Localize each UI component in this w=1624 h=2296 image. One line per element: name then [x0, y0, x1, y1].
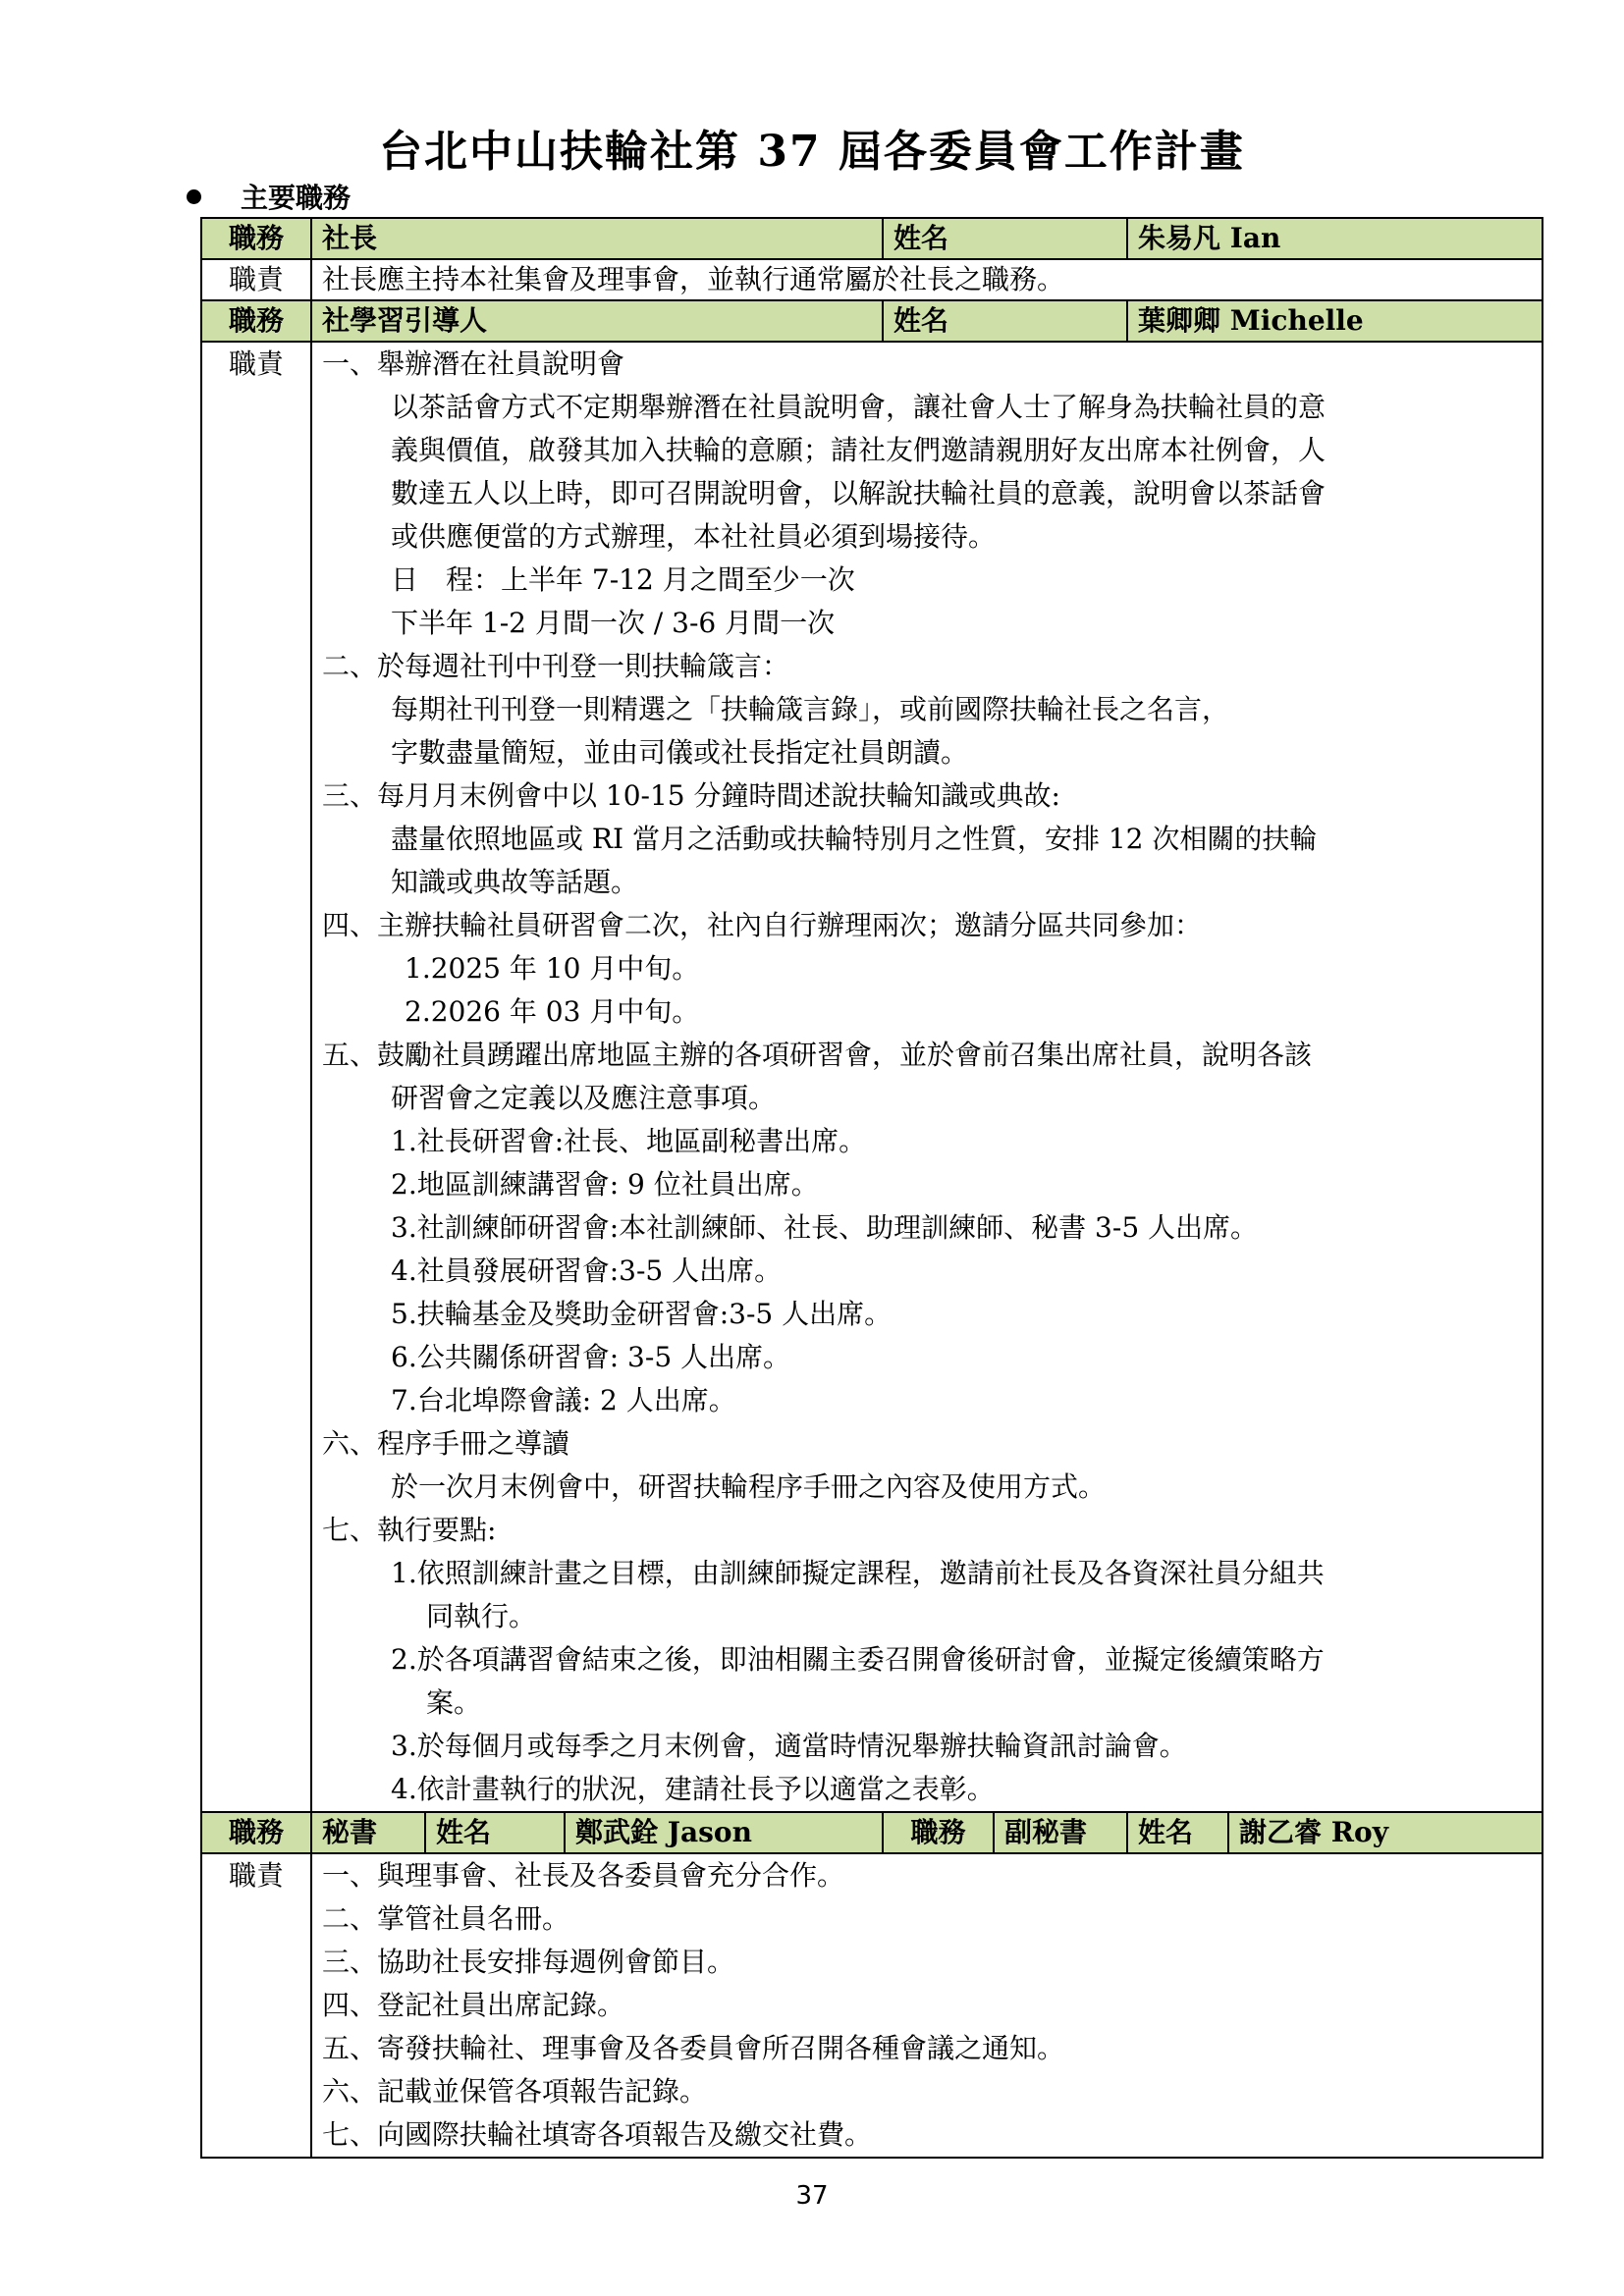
- duty-label: 職責: [201, 259, 311, 300]
- secretary-role: 秘書: [311, 1812, 425, 1853]
- duty-line: 數達五人以上時，即可召開說明會，以解說扶輪社員的意義，說明會以茶話會: [391, 477, 1326, 509]
- duty-line: 2.於各項講習會結束之後，即油相關主委召開會後研討會，並擬定後續策略方: [391, 1643, 1325, 1676]
- duty-line: 1.2025 年 10 月中旬。: [405, 952, 700, 985]
- duty-line: 一、舉辦潛在社員說明會: [322, 347, 625, 380]
- duty-line: 2.2026 年 03 月中旬。: [405, 995, 700, 1028]
- duty-line: 四、登記社員出席記錄。: [322, 1989, 625, 2021]
- president-duty: 社長應主持本社集會及理事會，並執行通常屬於社長之職務。: [311, 259, 1543, 300]
- duty-line: 於一次月末例會中，研習扶輪程序手冊之內容及使用方式。: [391, 1470, 1107, 1503]
- president-name: 朱易凡 Ian: [1127, 218, 1543, 259]
- bullet-icon: [187, 189, 201, 204]
- page-title: 台北中山扶輪社第 37 屆各委員會工作計畫: [379, 127, 1245, 177]
- president-duty-row: [201, 259, 1543, 300]
- duty-line: 以茶話會方式不定期舉辦潛在社員說明會，讓社會人士了解身為扶輪社員的意: [391, 391, 1326, 423]
- duty-line: 一、與理事會、社長及各委員會充分合作。: [322, 1859, 845, 1892]
- mentor-header-row: [201, 300, 1543, 342]
- secretary-header-row: [201, 1812, 1543, 1853]
- section-heading: [187, 177, 351, 216]
- duty-line: 六、程序手冊之導讀: [322, 1427, 570, 1460]
- duty-line: 二、於每週社刊中刊登一則扶輪箴言：: [322, 650, 790, 682]
- duty-line: 字數盡量簡短，並由司儀或社長指定社員朗讀。: [391, 736, 969, 769]
- duty-line: 研習會之定義以及應注意事項。: [391, 1082, 777, 1114]
- duty-line: 或供應便當的方式辦理，本社社員必須到場接待。: [391, 520, 997, 553]
- position-label: 職務: [201, 218, 311, 259]
- duty-line: 1.依照訓練計畫之目標，由訓練師擬定課程，邀請前社長及各資深社員分組共: [391, 1557, 1325, 1589]
- duty-line: 日 程：上半年 7-12 月之間至少一次: [391, 563, 855, 596]
- name-label-2: 姓名: [1127, 1812, 1228, 1853]
- name-label: 姓名: [883, 300, 1127, 342]
- position-label: 職務: [201, 1812, 311, 1853]
- mentor-duty-row: [201, 342, 1543, 1812]
- position-label: 職務: [201, 300, 311, 342]
- mentor-role: 社學習引導人: [311, 300, 883, 342]
- duty-line: 七、執行要點:: [322, 1514, 497, 1546]
- duty-line: 四、主辦扶輪社員研習會二次，社內自行辦理兩次；邀請分區共同參加：: [322, 909, 1203, 941]
- deputy-secretary-role: 副秘書: [994, 1812, 1127, 1853]
- name-label: 姓名: [883, 218, 1127, 259]
- duty-label: 職責: [201, 1853, 311, 2158]
- president-role: 社長: [311, 218, 883, 259]
- duty-line: 三、協助社長安排每週例會節目。: [322, 1946, 735, 1978]
- duty-line: 盡量依照地區或 RI 當月之活動或扶輪特別月之性質，安排 12 次相關的扶輪: [391, 823, 1318, 855]
- duty-line: 2.地區訓練講習會: 9 位社員出席。: [391, 1168, 819, 1201]
- duty-line: 五、寄發扶輪社、理事會及各委員會所召開各種會議之通知。: [322, 2032, 1065, 2064]
- duty-line: 5.扶輪基金及獎助金研習會:3-5 人出席。: [391, 1298, 893, 1330]
- duty-line: 二、掌管社員名冊。: [322, 1902, 570, 1935]
- duty-line: 7.台北埠際會議: 2 人出席。: [391, 1384, 736, 1416]
- secretary-duty-list: [311, 1853, 1543, 2158]
- page-number: 37: [795, 2181, 829, 2211]
- duty-line: 三、每月月末例會中以 10-15 分鐘時間述說扶輪知識或典故:: [322, 779, 1060, 812]
- mentor-name: 葉卿卿 Michelle: [1127, 300, 1543, 342]
- position-label-2: 職務: [883, 1812, 994, 1853]
- duty-line: 義與價值，啟發其加入扶輪的意願；請社友們邀請親朋好友出席本社例會，人: [391, 434, 1326, 466]
- name-label: 姓名: [425, 1812, 565, 1853]
- duty-line: 知識或典故等話題。: [391, 866, 639, 898]
- duty-line: 6.公共關係研習會: 3-5 人出席。: [391, 1341, 791, 1373]
- duties-table: [200, 217, 1543, 2159]
- duty-line: 4.社員發展研習會:3-5 人出席。: [391, 1255, 783, 1287]
- duty-line: 4.依計畫執行的狀況，建請社長予以適當之表彰。: [391, 1773, 995, 1805]
- duty-line: 下半年 1-2 月間一次 / 3-6 月間一次: [391, 607, 836, 639]
- duty-line: 同執行。: [426, 1600, 537, 1632]
- duty-label: 職責: [201, 342, 311, 1812]
- duty-line: 3.於每個月或每季之月末例會，適當時情況舉辦扶輪資訊討論會。: [391, 1730, 1187, 1762]
- mentor-duty-list: [311, 342, 1543, 1812]
- duty-line: 1.社長研習會:社長、地區副秘書出席。: [391, 1125, 867, 1157]
- section-heading-text: 主要職務: [241, 182, 352, 214]
- duty-line: 案。: [426, 1686, 482, 1719]
- president-header-row: [201, 218, 1543, 259]
- deputy-secretary-name: 謝乙睿 Roy: [1228, 1812, 1543, 1853]
- secretary-name: 鄭武銓 Jason: [565, 1812, 883, 1853]
- duty-line: 每期社刊刊登一則精選之「扶輪箴言錄」，或前國際扶輪社長之名言，: [391, 693, 1230, 725]
- secretary-duty-row: [201, 1853, 1543, 2158]
- duty-line: 五、鼓勵社員踴躍出席地區主辦的各項研習會，並於會前召集出席社員，說明各該: [322, 1039, 1313, 1071]
- duty-line: 六、記載並保管各項報告記錄。: [322, 2075, 708, 2108]
- duty-line: 3.社訓練師研習會:本社訓練師、社長、助理訓練師、秘書 3-5 人出席。: [391, 1211, 1259, 1244]
- duty-line: 七、向國際扶輪社填寄各項報告及繳交社費。: [322, 2118, 873, 2151]
